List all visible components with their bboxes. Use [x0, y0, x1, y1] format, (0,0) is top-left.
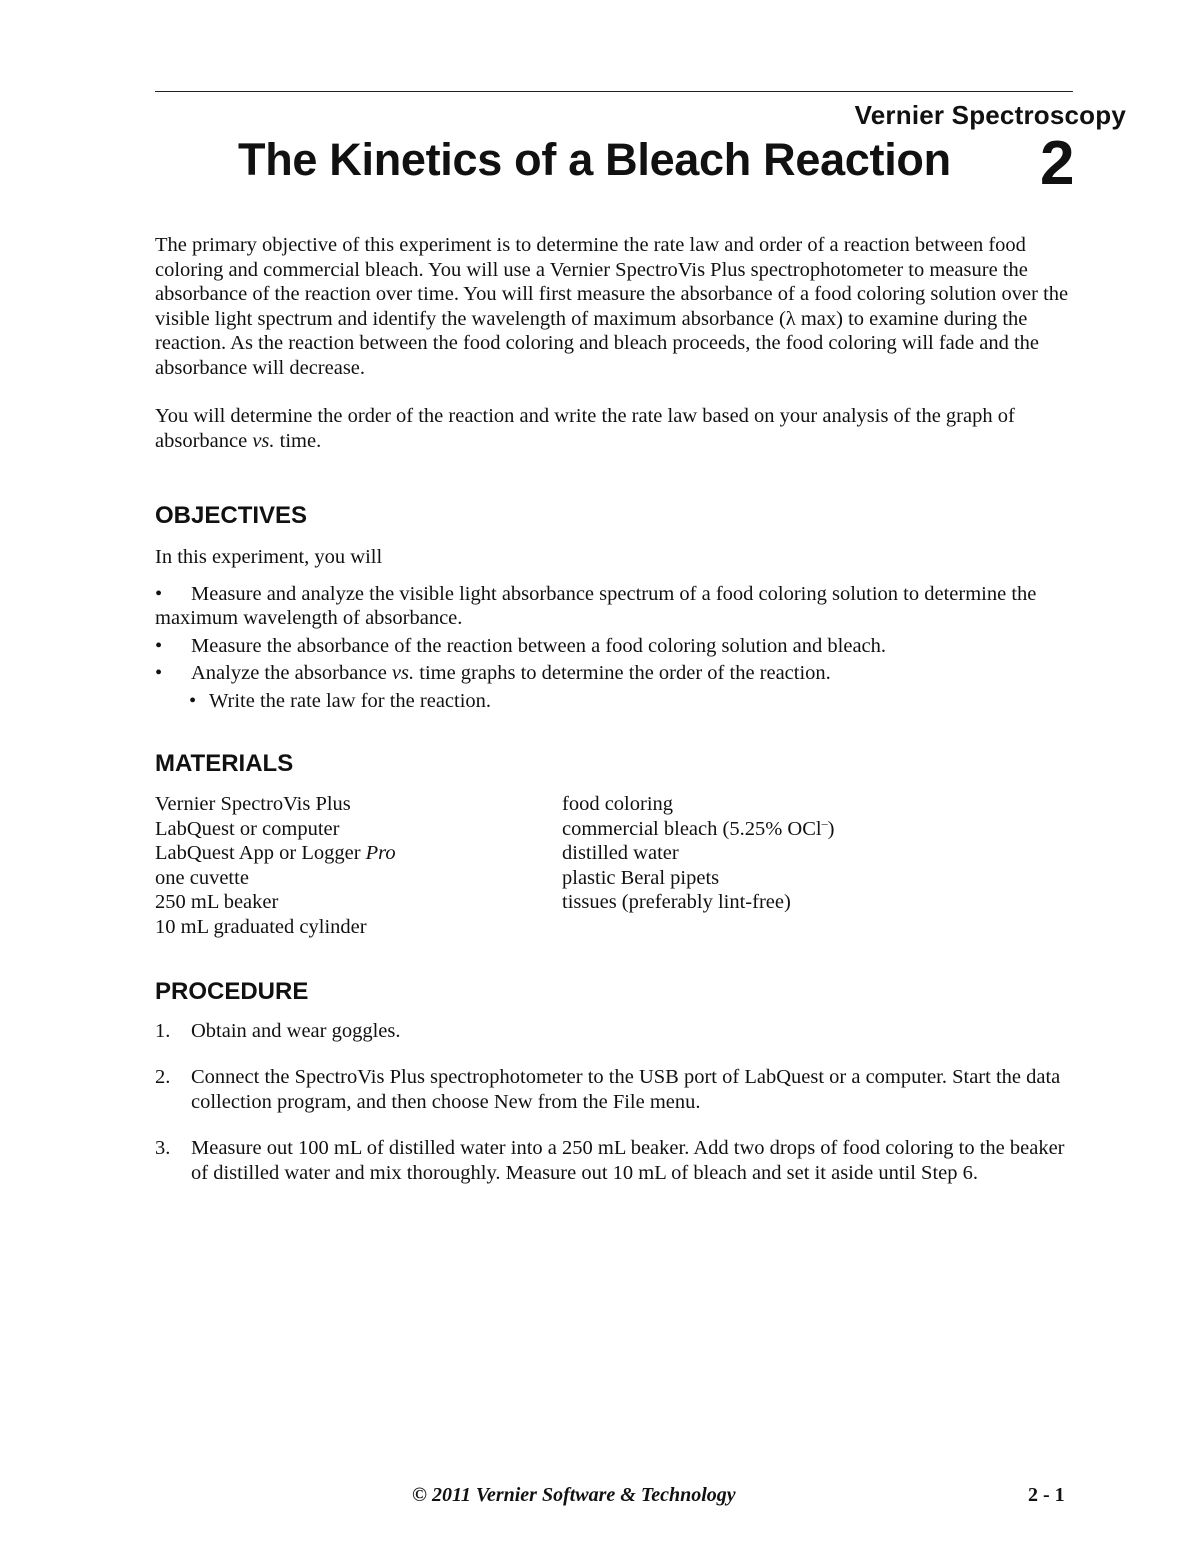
step-number: 2. — [155, 1066, 171, 1089]
procedure-list — [155, 1019, 1075, 1186]
list-item: 10 mL graduated cylinder — [155, 915, 367, 938]
bullet-glyph: • — [155, 634, 163, 657]
objective-text-part: time graphs to determine the order of the reaction. — [414, 662, 831, 684]
step-text: Connect the SpectroVis Plus spectrophotometer to the USB port of LabQuest or a computer. Start the data collection program, and then choose New from the File menu. — [191, 1066, 1061, 1113]
intro-p2-text-end: time. — [274, 429, 322, 452]
objective-text: Write the rate law for the reaction. — [209, 689, 492, 712]
chapter-number: 2 — [1040, 129, 1075, 198]
objective-text-italic: vs. — [391, 662, 415, 684]
intro-paragraph-2 — [155, 404, 1075, 453]
intro-p2-text: You will determine the order of the reaction and write the rate law based on your analysis of the graph of absorbance — [155, 405, 1015, 452]
materials-list — [155, 792, 1075, 940]
material-text-end: ) — [827, 817, 835, 840]
intro-p2-italic: vs. — [252, 429, 275, 452]
series-name: Vernier Spectroscopy — [854, 100, 1126, 130]
procedure-heading: PROCEDURE — [155, 977, 309, 1005]
step-number: 1. — [155, 1019, 171, 1042]
list-item: plastic Beral pipets — [562, 866, 720, 889]
materials-heading: MATERIALS — [155, 750, 294, 777]
document-body — [155, 233, 1075, 1207]
objective-text: Measure the absorbance of the reaction between a food coloring solution and bleach. — [191, 634, 887, 657]
list-item — [155, 634, 1075, 659]
copyright-notice: © 2011 Vernier Software & Technology — [412, 1484, 736, 1506]
objectives-lead: In this experiment, you will — [155, 546, 383, 568]
intro-paragraph-1: The primary objective of this experiment is to determine the rate law and order of a reaction between food coloring and commercial bleach. You will use a Vernier SpectroVis Plus spectrophotometer to measure the absorbance of the reaction over time. You will first measure the absorbance of a food coloring solution over the visible light spectrum and identify the wavelength of maximum absorbance (λ max) to examine during the reaction. As the reaction between the food coloring and bleach proceeds, the food coloring will fade and the absorbance will decrease. — [155, 234, 1069, 379]
procedure-step — [155, 1019, 1075, 1044]
list-item — [155, 841, 562, 866]
page-title: The Kinetics of a Bleach Reaction — [238, 134, 951, 185]
bullet-glyph: • — [189, 689, 197, 712]
list-item: 250 mL beaker — [155, 891, 279, 914]
list-item — [562, 817, 969, 842]
list-item — [155, 689, 1075, 714]
step-text: Obtain and wear goggles. — [191, 1019, 401, 1042]
objectives-heading: OBJECTIVES — [155, 502, 308, 529]
materials-left-column — [155, 792, 562, 940]
objective-text-part: Analyze the absorbance — [191, 662, 392, 684]
procedure-step — [155, 1065, 1075, 1114]
step-text: Measure out 100 mL of distilled water into a 250 mL beaker. Add two drops of food coloring to the beaker of distilled water and mix thoroughly. Measure out 10 mL of bleach and set it aside until Step 6. — [191, 1137, 1065, 1184]
materials-right-column — [562, 792, 969, 940]
list-item — [155, 582, 1075, 631]
objective-text: Measure and analyze the visible light absorbance spectrum of a food coloring solution to determine the maximum wavelength of absorbance. — [155, 582, 1037, 629]
material-text: LabQuest App or Logger — [155, 842, 366, 865]
bullet-glyph: • — [155, 662, 163, 684]
material-text-italic: Pro — [365, 842, 396, 865]
bullet-glyph: • — [155, 582, 163, 605]
list-item: distilled water — [562, 842, 679, 865]
page-number: 2 - 1 — [1028, 1484, 1065, 1506]
step-number: 3. — [155, 1137, 171, 1160]
list-item: one cuvette — [155, 866, 249, 889]
material-text: commercial bleach (5.25% OCl — [562, 817, 822, 840]
objective-text — [191, 662, 831, 684]
list-item: tissues (preferably lint-free) — [562, 891, 791, 914]
procedure-step — [155, 1136, 1075, 1185]
list-item: Vernier SpectroVis Plus — [155, 793, 351, 815]
objectives-list — [155, 582, 1075, 714]
header-rule — [155, 91, 1073, 92]
list-item — [155, 661, 1075, 686]
superscript-charge: – — [821, 815, 828, 830]
list-item: food coloring — [562, 793, 674, 815]
list-item: LabQuest or computer — [155, 817, 340, 840]
